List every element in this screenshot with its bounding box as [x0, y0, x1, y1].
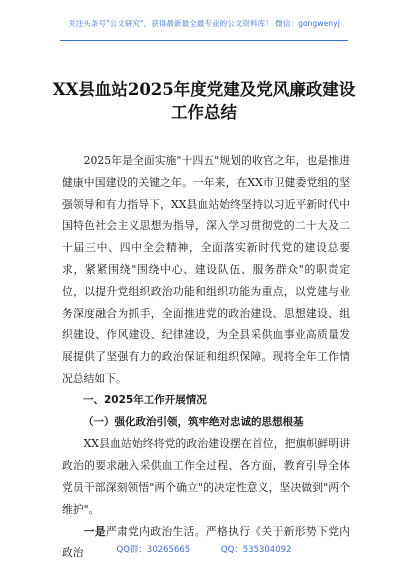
header-divider: [60, 40, 348, 41]
document-title: [40, 78, 368, 124]
qq-group-label: QQ群：30265665: [116, 545, 191, 555]
intro-paragraph: 2025年是全面实施"十四五"规划的收官之年，也是推进健康中国建设的关键之年。一年来，在XX市卫健委党组的坚强领导和有力指导下，XX县血站始终坚持以习近平新时代中国特色社会主义思想为指导，深入学习贯彻党的二十大及二十届三中、四中全会精神，全面落实新时代党的建设总要求，紧紧围绕"围绕中心、建设队伍、服务群众"的职责定位，以提升党组织政治功能和组织功能为重点，以党建与业务深度融合为抓手，全面推进党的政治建设、思想建设、组织建设、作风建设、纪律建设，为全县采供血事业高质量发展提供了坚强有力的政治保证和组织保障。现将全年工作情况总结如下。: [62, 154, 350, 385]
subsection-heading: （一）强化政治引领，筑牢绝对忠诚的思想根基: [83, 415, 304, 428]
qq-label: QQ：535304092: [220, 545, 292, 555]
section-heading: 一、2025年工作开展情况: [83, 393, 207, 406]
title-line-2: 工作总结: [171, 103, 237, 122]
footer-contact: [0, 543, 408, 555]
body-paragraph: XX县血站始终将党的政治建设摆在首位，把旗帜鲜明讲政治的要求融入采供血工作全过程、各方面，教育引导全体党员干部深刻领悟"两个确立"的决定性意义，坚决做到"两个维护"。: [62, 437, 350, 516]
lead-rest: 严肃党内政治生活。严格执行《关于新形势下党内政治: [62, 524, 351, 560]
title-line-1: XX县血站2025年度党建及党风廉政建设: [52, 80, 356, 99]
header-note: 关注头条号"公文研究"，获得最新最全最专业的公文资料库！ 微信：gongwenyj: [68, 19, 340, 28]
lead-phrase: 一是: [83, 524, 106, 538]
document-body: [62, 150, 350, 564]
